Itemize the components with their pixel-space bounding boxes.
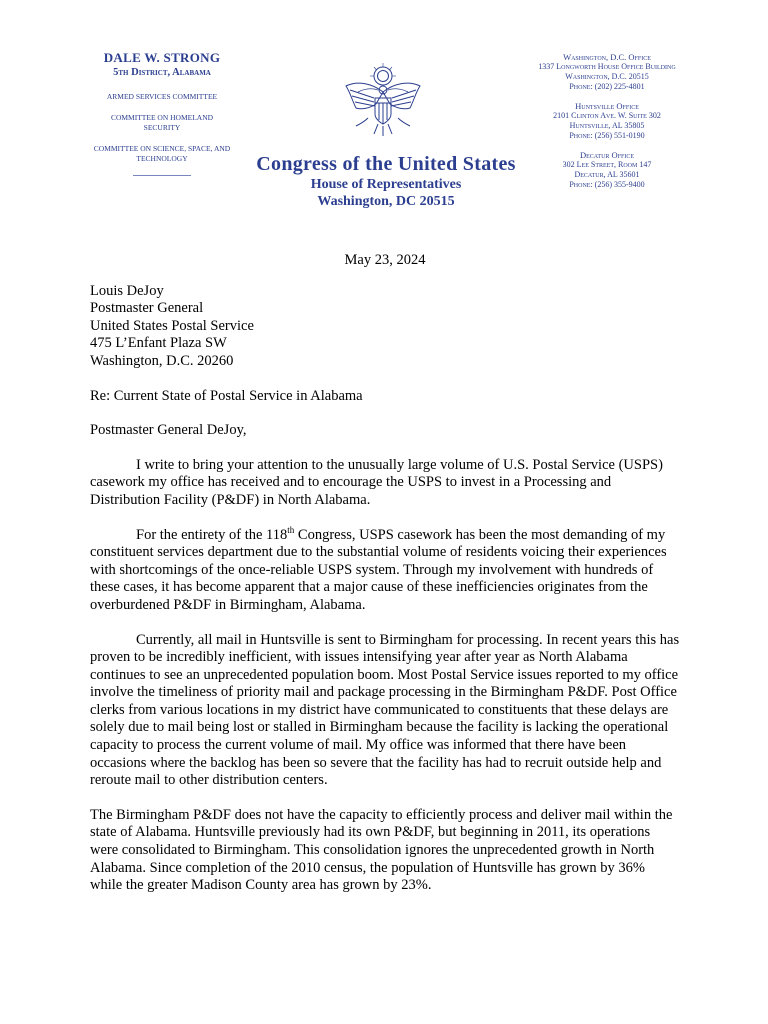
committee-2: COMMITTEE ON HOMELAND SECURITY bbox=[110, 113, 214, 132]
letterhead-left bbox=[92, 50, 232, 176]
house-title: House of Representatives bbox=[310, 177, 462, 192]
office-name: Decatur Office bbox=[579, 150, 635, 160]
address-line: Postmaster General bbox=[90, 300, 204, 317]
divider bbox=[133, 175, 191, 176]
congressional-seal-icon bbox=[338, 62, 428, 152]
ordinal-suffix: th bbox=[287, 524, 295, 535]
letter-date: May 23, 2024 bbox=[344, 252, 426, 268]
office-line: Phone: (256) 355-9400 bbox=[569, 180, 645, 189]
recipient-address bbox=[90, 283, 680, 371]
letterhead-right bbox=[522, 52, 692, 199]
paragraph-2 bbox=[90, 524, 680, 615]
office-name: Huntsville Office bbox=[575, 101, 639, 111]
subject-line: Re: Current State of Postal Service in Alabama bbox=[90, 387, 363, 404]
office-line: Washington, D.C. 20515 bbox=[565, 72, 649, 81]
paragraph-2-rest: Congress, USPS casework has been the most demanding of my constituent services department due to the substantial volume of residents voicing their experiences with shortcomings of the once-reliable USPS system. Through my involvement with hundreds of these cases, it has become apparent that a major cause of these inefficiencies originates from the overburdened P&DF in Birmingham, Alabama. bbox=[90, 526, 667, 613]
address-line: United States Postal Service bbox=[90, 317, 254, 334]
letterhead-title bbox=[244, 152, 528, 210]
office-dc bbox=[522, 52, 692, 92]
congress-title: Congress of the United States bbox=[256, 153, 516, 175]
office-line: 302 Lee Street, Room 147 bbox=[562, 160, 652, 169]
paragraph-2-start: For the entirety of the 118 bbox=[136, 526, 288, 543]
address-line: Louis DeJoy bbox=[90, 282, 164, 299]
letter-body bbox=[90, 252, 680, 895]
office-line: Decatur, AL 35601 bbox=[574, 170, 640, 179]
address-line: Washington, D.C. 20260 bbox=[90, 352, 234, 369]
office-line: Phone: (256) 551-0190 bbox=[569, 131, 645, 140]
committee-3: COMMITTEE ON SCIENCE, SPACE, AND TECHNOLOGY bbox=[93, 144, 231, 163]
office-name: Washington, D.C. Office bbox=[563, 52, 651, 62]
paragraph-1: I write to bring your attention to the unusually large volume of U.S. Postal Service (USPS) casework my office has received and to encourage the USPS to invest in a Processing and Distribution Facility (P&DF) in North Alabama. bbox=[90, 456, 663, 508]
office-line: Phone: (202) 225-4801 bbox=[569, 82, 645, 91]
committee-1: ARMED SERVICES COMMITTEE bbox=[106, 92, 218, 101]
office-line: 1337 Longworth House Office Building bbox=[538, 62, 676, 71]
address-line: 475 L’Enfant Plaza SW bbox=[90, 335, 227, 352]
office-line: 2101 Clinton Ave. W. Suite 302 bbox=[553, 111, 661, 120]
paragraph-3: Currently, all mail in Huntsville is sent to Birmingham for processing. In recent years this has proven to be incredibly inefficient, with issues intensifying year after year as North Alabama continues to see an unprecedented population boom. Most Postal Service issues reported to my office involve the timeliness of priority mail and package processing in the Birmingham P&DF. Post Office clerks from various locations in my district have communicated to constituents that these delays are solely due to mail being lost or stalled in Birmingham because the facility is lacking the operational capacity to process the current volume of mail. My office was informed that there have been occasions where the backlog has been so severe that the facility has had to recruit outside help and reroute mail to other distribution centers. bbox=[90, 631, 680, 789]
office-decatur bbox=[522, 150, 692, 190]
district: 5th District, Alabama bbox=[113, 67, 211, 78]
city-title: Washington, DC 20515 bbox=[317, 194, 455, 209]
paragraph-4: The Birmingham P&DF does not have the capacity to efficiently process and deliver mail within the state of Alabama. Huntsville previously had its own P&DF, but beginning in 2011, its operations were consolidated to Birmingham. This consolidation ignores the unprecedented growth in North Alabama. Since completion of the 2010 census, the population of Huntsville has grown by 36% while the greater Madison County area has grown by 23%. bbox=[90, 806, 673, 894]
office-line: Huntsville, AL 35805 bbox=[569, 121, 645, 130]
office-huntsville bbox=[522, 101, 692, 141]
salutation: Postmaster General DeJoy, bbox=[90, 422, 247, 439]
representative-name: DALE W. STRONG bbox=[103, 50, 221, 65]
